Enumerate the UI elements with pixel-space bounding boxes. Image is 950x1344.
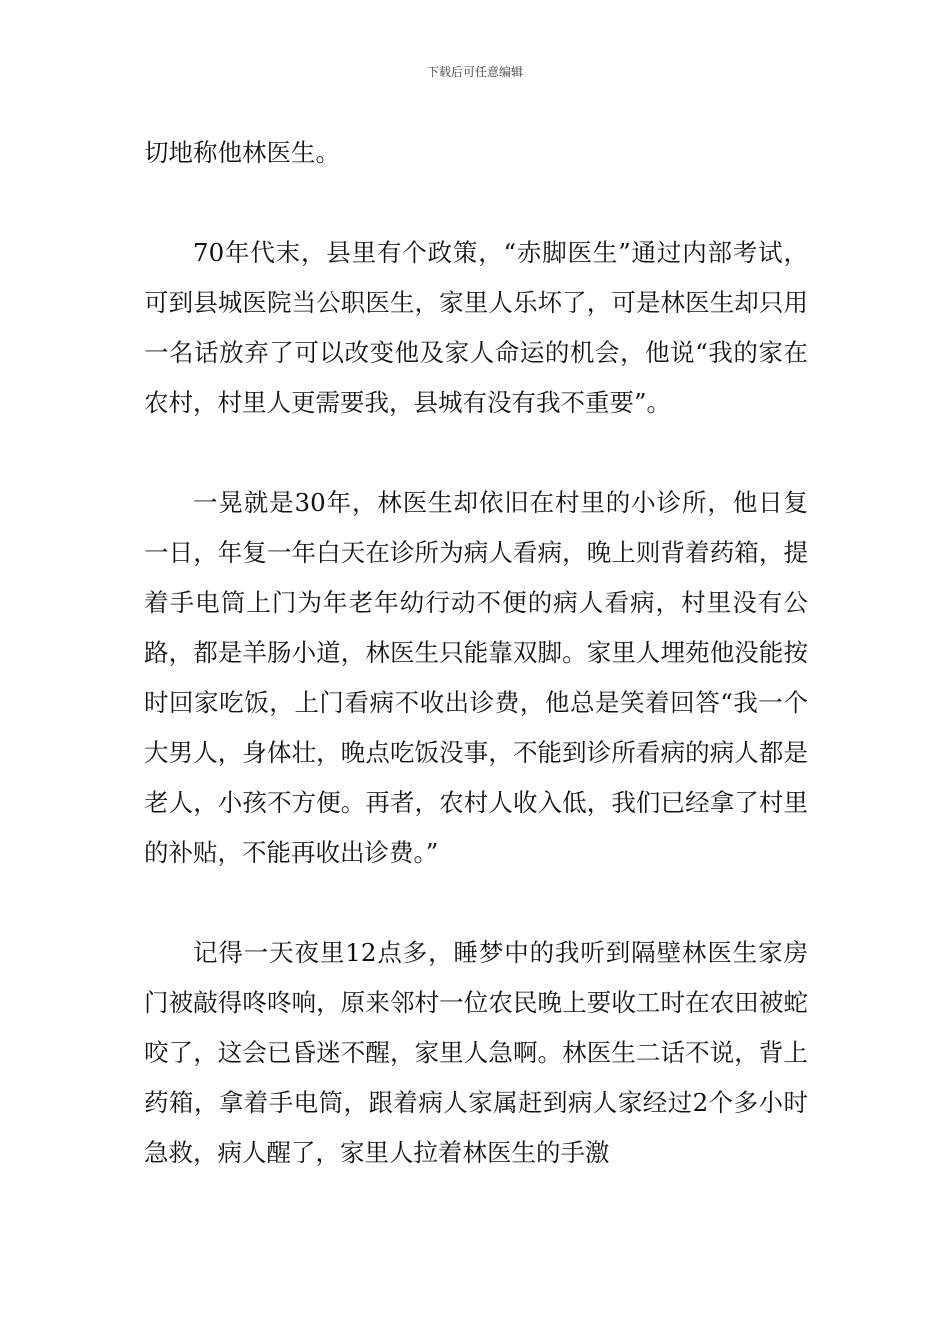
paragraph-continuation: 切地称他林医生。 bbox=[144, 138, 340, 167]
paragraph-midnight: 记得一天夜里12点多，睡梦中的我听到隔壁林医生家房门被敲得咚咚响，原来邻村一位农民晚上要收工时在农田被蛇咬了，这会已昏迷不醒，家里人急啊。林医生二话不说，背上药箱，拿着手电筒，跟着病人家属赶到病人家经过2个多小时急救，病人醒了，家里人拉着林医生的手激 bbox=[144, 938, 808, 1167]
paragraph-gap bbox=[144, 428, 808, 478]
paragraph-policy: 70年代末，县里有个政策，“赤脚医生”通过内部考试，可到县城医院当公职医生，家里人乐坏了，可是林医生却只用一名话放弃了可以改变他及家人命运的机会，他说“我的家在农村，村里人更需要我，县城有没有我不重要”。 bbox=[144, 238, 808, 417]
paragraph-gap bbox=[144, 878, 808, 928]
paragraph-thirty-years: 一晃就是30年，林医生却依旧在村里的小诊所，他日复一日，年复一年白天在诊所为病人看病，晚上则背着药箱，提着手电筒上门为年老年幼行动不便的病人看病，村里没有公路，都是羊肠小道，林医生只能靠双脚。家里人埋苑他没能按时回家吃饭，上门看病不收出诊费，他总是笑着回答“我一个大男人，身体壮，晚点吃饭没事，不能到诊所看病的病人都是老人，小孩不方便。再者，农村人收入低，我们已经拿了村里的补贴，不能再收出诊费。” bbox=[144, 488, 808, 867]
paragraph-gap bbox=[144, 178, 808, 228]
document-body bbox=[144, 128, 808, 1178]
page-header: 下载后可任意编辑 bbox=[426, 65, 523, 79]
